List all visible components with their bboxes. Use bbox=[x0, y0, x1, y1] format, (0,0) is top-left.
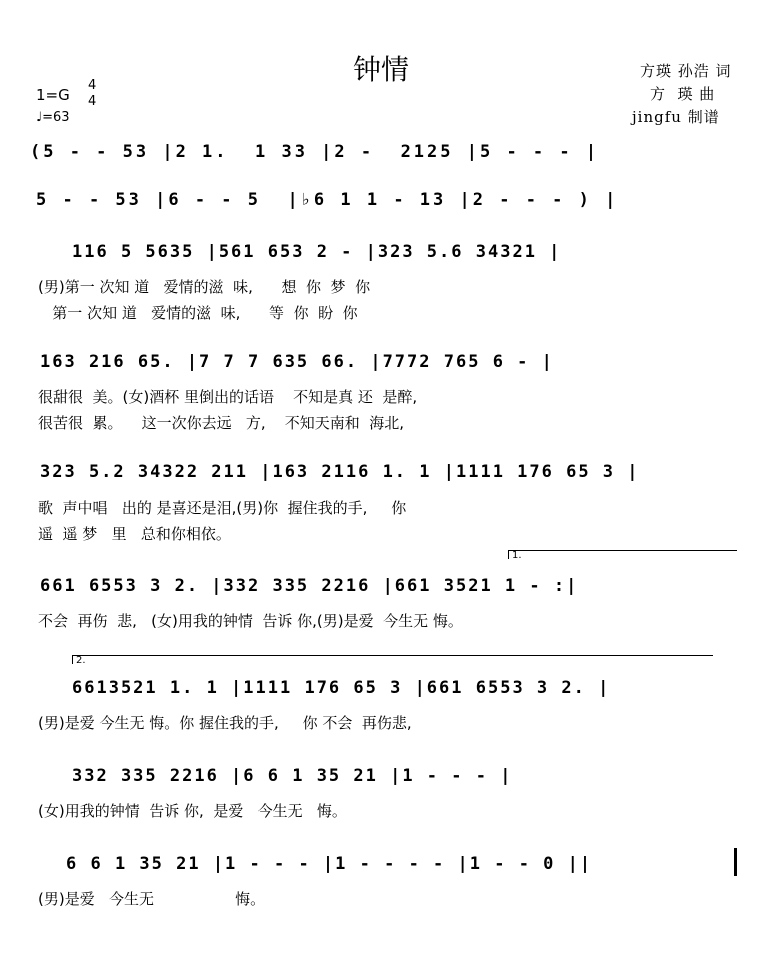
volta-2-bracket bbox=[72, 655, 713, 664]
notation-row: 116 5 5635 |561 653 2 - |323 5.6 34321 | bbox=[72, 242, 562, 262]
notation-row: 323 5.2 34322 211 |163 2116 1. 1 |1111 176 65 3 | bbox=[40, 462, 640, 482]
volta-1-label: 1. bbox=[512, 550, 522, 561]
lyrics-line: 第一 次知 道 爱情的滋 味, 等 你 盼 你 bbox=[38, 304, 358, 322]
lyrics-line: 很甜很 美。(女)酒杯 里倒出的话语 不知是真 还 是醉, bbox=[38, 388, 418, 406]
notation-row: 5 - - 53 |6 - - 5 |♭6 1 1 - 13 |2 - - - ) | bbox=[36, 190, 619, 210]
lyrics-line: 不会 再伤 悲, (女)用我的钟情 告诉 你,(男)是爱 今生无 悔。 bbox=[38, 612, 463, 630]
volta-2-label: 2. bbox=[76, 655, 86, 666]
notation-row: 661 6553 3 2. |332 335 2216 |661 3521 1 - :| bbox=[40, 576, 579, 596]
notation-row: (5 - - 53 |2 1. 1 33 |2 - 2125 |5 - - - | bbox=[30, 142, 600, 162]
lyrics-line: (女)用我的钟情 告诉 你, 是爱 今生无 悔。 bbox=[38, 802, 347, 820]
notation-row: 6613521 1. 1 |1111 176 65 3 |661 6553 3 2. | bbox=[72, 678, 611, 698]
song-title: 钟情 bbox=[353, 53, 410, 86]
notation-row: 6 6 1 35 21 |1 - - - |1 - - - - |1 - - 0 || bbox=[66, 854, 593, 874]
notation-row: 332 335 2216 |6 6 1 35 21 |1 - - - | bbox=[72, 766, 513, 786]
volta-1-bracket bbox=[508, 550, 737, 559]
tempo-marking: ♩=63 bbox=[36, 110, 70, 125]
transcriber-credit: jingfu 制谱 bbox=[632, 108, 720, 126]
lyricist-credit: 方瑛 孙浩 词 bbox=[640, 62, 732, 80]
lyrics-line: (男)第一 次知 道 爱情的滋 味, 想 你 梦 你 bbox=[38, 278, 371, 296]
notation-row: 163 216 65. |7 7 7 635 66. |7772 765 6 - | bbox=[40, 352, 554, 372]
lyrics-line: 遥 遥 梦 里 总和你相依。 bbox=[38, 525, 231, 543]
lyrics-line: 歌 声中唱 出的 是喜还是泪,(男)你 握住我的手, 你 bbox=[38, 499, 407, 517]
time-signature-bottom: 4 bbox=[88, 94, 97, 109]
composer-credit: 方 瑛 曲 bbox=[650, 85, 716, 103]
lyrics-line: (男)是爱 今生无 悔。 bbox=[38, 890, 266, 908]
key-signature: 1=G bbox=[36, 86, 70, 104]
lyrics-line: (男)是爱 今生无 悔。你 握住我的手, 你 不会 再伤悲, bbox=[38, 714, 412, 732]
final-barline bbox=[734, 848, 737, 876]
time-signature-top: 4 bbox=[88, 78, 97, 93]
lyrics-line: 很苦很 累。 这一次你去远 方, 不知天南和 海北, bbox=[38, 414, 405, 432]
